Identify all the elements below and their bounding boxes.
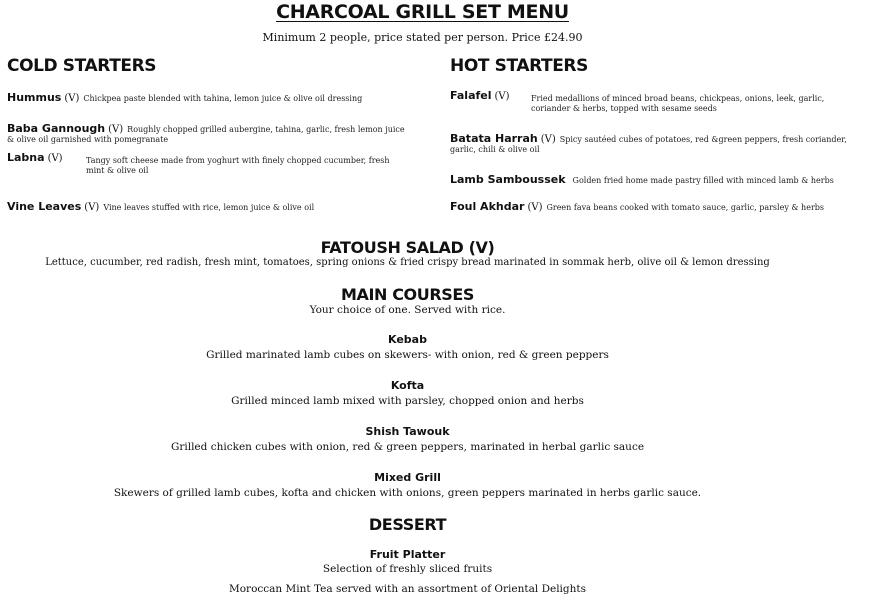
main-kebab-name: Kebab — [388, 333, 427, 346]
item-name: Foul Akhdar — [450, 200, 525, 213]
main-kofta-name: Kofta — [390, 379, 425, 392]
hot-starter-lamb-samboussek — [450, 175, 860, 186]
item-desc: Chickpea paste blended with tahina, lemon juice & olive oil dressing — [83, 94, 363, 103]
cold-starter-labna-desc — [86, 156, 396, 176]
veg-tag: (V) — [47, 153, 63, 164]
main-mixed-grill-desc: Skewers of grilled lamb cubes, kofta and chicken with onions, green peppers marinated in herbs garlic sauce. — [113, 487, 702, 499]
item-desc: Vine leaves stuffed with rice, lemon juice & olive oil — [103, 203, 315, 212]
dessert-tea: Moroccan Mint Tea served with an assortment of Oriental Delights — [228, 583, 587, 595]
cold-starter-labna-name — [7, 153, 87, 164]
item-name: Falafel — [450, 89, 492, 102]
main-kofta-desc: Grilled minced lamb mixed with parsley, chopped onion and herbs — [231, 395, 584, 407]
veg-tag: (V) — [108, 124, 124, 135]
menu-title: CHARCOAL GRILL SET MENU — [276, 1, 569, 23]
item-desc: Fried medallions of minced broad beans, chickpeas, onions, leek, garlic, coriander & herbs, topped with sesame seeds — [531, 94, 825, 113]
item-desc: Roughly chopped grilled aubergine, tahina, garlic, fresh lemon juice & olive oil garnished with pomegranate — [7, 125, 405, 144]
main-shish-tawouk-desc: Grilled chicken cubes with onion, red & green peppers, marinated in herbal garlic sauce — [170, 441, 645, 453]
item-desc: Tangy soft cheese made from yoghurt with finely chopped cucumber, fresh mint & olive oil — [86, 156, 390, 175]
item-desc: Green fava beans cooked with tomato sauce, garlic, parsley & herbs — [546, 203, 824, 212]
hot-starter-falafel-desc — [531, 94, 861, 114]
main-shish-tawouk-name: Shish Tawouk — [365, 425, 450, 438]
salad-desc: Lettuce, cucumber, red radish, fresh mint, tomatoes, spring onions & fried crispy bread marinated in sommak herb, olive oil & lemon dressing — [45, 257, 770, 268]
item-name: Hummus — [7, 91, 62, 104]
dessert-heading: DESSERT — [368, 515, 447, 534]
cold-starters-heading: COLD STARTERS — [7, 56, 157, 76]
menu-subtitle: Minimum 2 people, price stated per person. Price £24.90 — [262, 31, 583, 44]
veg-tag: (V) — [494, 91, 510, 102]
cold-starter-hummus — [7, 93, 407, 104]
mains-note: Your choice of one. Served with rice. — [309, 304, 506, 316]
veg-tag: (V) — [527, 202, 543, 213]
dessert-item-name: Fruit Platter — [369, 548, 446, 561]
dessert-item-desc: Selection of freshly sliced fruits — [322, 563, 493, 575]
hot-starter-falafel-name — [450, 91, 530, 102]
item-name: Labna — [7, 151, 45, 164]
veg-tag: (V) — [64, 93, 80, 104]
hot-starters-heading: HOT STARTERS — [450, 56, 588, 76]
salad-heading: FATOUSH SALAD (V) — [320, 238, 495, 257]
item-name: Batata Harrah — [450, 132, 538, 145]
veg-tag: (V) — [540, 134, 556, 145]
mains-heading: MAIN COURSES — [340, 285, 475, 304]
main-kebab-desc: Grilled marinated lamb cubes on skewers- with onion, red & green peppers — [206, 349, 609, 361]
cold-starter-baba-gannough — [7, 124, 407, 145]
item-desc: Spicy sautéed cubes of potatoes, red &green peppers, fresh coriander, garlic, chili & olive oil — [450, 135, 847, 154]
cold-starter-vine-leaves — [7, 202, 407, 213]
hot-starter-foul-akhdar — [450, 202, 860, 213]
item-name: Baba Gannough — [7, 122, 106, 135]
veg-tag: (V) — [84, 202, 100, 213]
main-mixed-grill-name: Mixed Grill — [374, 471, 441, 484]
item-name: Vine Leaves — [7, 200, 82, 213]
item-desc: Golden fried home made pastry filled with minced lamb & herbs — [572, 176, 834, 185]
hot-starter-batata-harrah — [450, 134, 860, 155]
item-name: Lamb Samboussek — [450, 173, 566, 186]
